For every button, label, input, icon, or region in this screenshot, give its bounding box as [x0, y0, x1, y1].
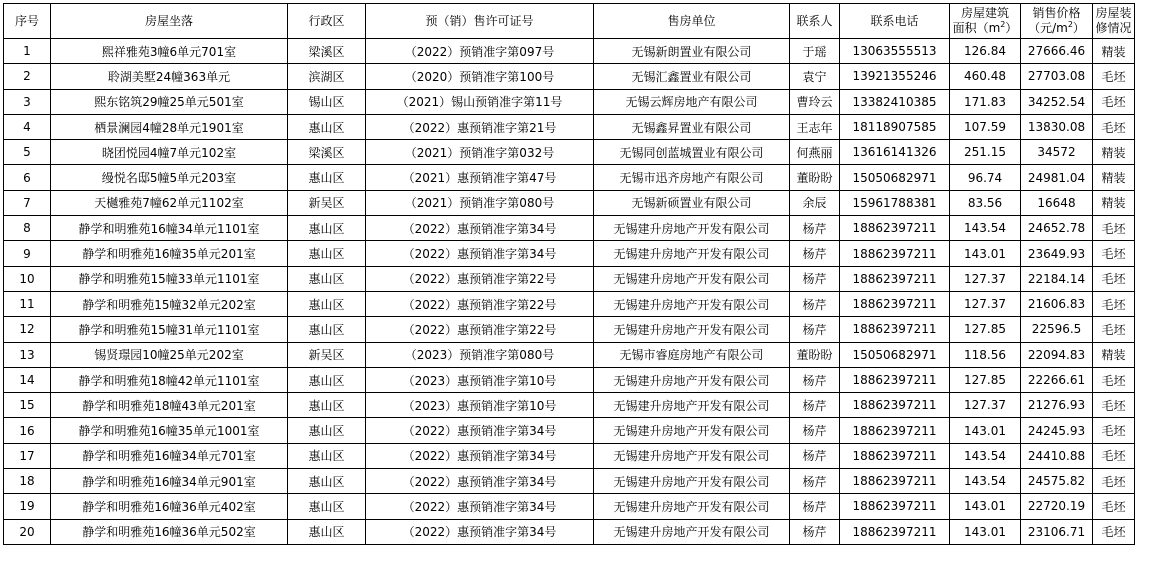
cell-seller: 无锡市迅齐房地产有限公司: [594, 165, 790, 190]
header-contact: 联系人: [790, 4, 840, 39]
header-price-sup: 2: [1067, 20, 1073, 29]
cell-district: 新吴区: [288, 190, 366, 215]
cell-seller: 无锡建升房地产开发有限公司: [594, 469, 790, 494]
cell-price: 34252.54: [1021, 89, 1093, 114]
header-price-line1: 销售价格: [1032, 6, 1081, 20]
cell-address: 熙东铭筑29幢25单元501室: [51, 89, 288, 114]
cell-decoration: 毛坯: [1093, 367, 1135, 392]
cell-permit: （2022）惠预销准字第22号: [366, 291, 594, 316]
cell-seller: 无锡建升房地产开发有限公司: [594, 367, 790, 392]
header-seller: 售房单位: [594, 4, 790, 39]
cell-no: 15: [4, 393, 51, 418]
header-phone: 联系电话: [840, 4, 950, 39]
table-row: [4, 216, 1135, 241]
cell-contact: 杨芹: [790, 494, 840, 519]
cell-seller: 无锡建升房地产开发有限公司: [594, 291, 790, 316]
cell-seller: 无锡建升房地产开发有限公司: [594, 241, 790, 266]
cell-phone: 18862397211: [840, 291, 950, 316]
cell-no: 8: [4, 216, 51, 241]
cell-no: 13: [4, 342, 51, 367]
cell-decoration: 精装: [1093, 165, 1135, 190]
cell-area: 143.01: [950, 418, 1021, 443]
cell-seller: 无锡同创蓝城置业有限公司: [594, 140, 790, 165]
cell-seller: 无锡建升房地产开发有限公司: [594, 266, 790, 291]
cell-district: 惠山区: [288, 241, 366, 266]
table-row: [4, 114, 1135, 139]
cell-phone: 18862397211: [840, 494, 950, 519]
cell-seller: 无锡市睿庭房地产有限公司: [594, 342, 790, 367]
cell-decoration: 毛坯: [1093, 469, 1135, 494]
cell-no: 20: [4, 519, 51, 544]
cell-phone: 13921355246: [840, 64, 950, 89]
cell-district: 惠山区: [288, 216, 366, 241]
cell-seller: 无锡新朗置业有限公司: [594, 39, 790, 64]
cell-permit: （2022）惠预销准字第34号: [366, 443, 594, 468]
header-area-line2: 面积（m: [952, 21, 1001, 35]
header-price-close: ）: [1072, 21, 1085, 35]
cell-district: 惠山区: [288, 291, 366, 316]
cell-permit: （2022）惠预销准字第34号: [366, 241, 594, 266]
cell-phone: 18862397211: [840, 393, 950, 418]
cell-phone: 13616141326: [840, 140, 950, 165]
cell-contact: 董盼盼: [790, 342, 840, 367]
cell-phone: 18862397211: [840, 317, 950, 342]
cell-seller: 无锡新硕置业有限公司: [594, 190, 790, 215]
cell-decoration: 毛坯: [1093, 317, 1135, 342]
cell-seller: 无锡建升房地产开发有限公司: [594, 443, 790, 468]
cell-contact: 杨芹: [790, 469, 840, 494]
cell-seller: 无锡建升房地产开发有限公司: [594, 317, 790, 342]
cell-no: 2: [4, 64, 51, 89]
cell-no: 18: [4, 469, 51, 494]
cell-price: 13830.08: [1021, 114, 1093, 139]
cell-seller: 无锡建升房地产开发有限公司: [594, 216, 790, 241]
cell-no: 11: [4, 291, 51, 316]
cell-address: 静学和明雅苑15幢31单元1101室: [51, 317, 288, 342]
cell-contact: 董盼盼: [790, 165, 840, 190]
cell-phone: 13382410385: [840, 89, 950, 114]
cell-decoration: 毛坯: [1093, 114, 1135, 139]
cell-area: 107.59: [950, 114, 1021, 139]
cell-decoration: 毛坯: [1093, 266, 1135, 291]
cell-price: 27666.46: [1021, 39, 1093, 64]
table-row: [4, 519, 1135, 544]
cell-area: 143.01: [950, 241, 1021, 266]
cell-phone: 18862397211: [840, 216, 950, 241]
cell-price: 27703.08: [1021, 64, 1093, 89]
cell-decoration: 毛坯: [1093, 291, 1135, 316]
cell-address: 静学和明雅苑15幢33单元1101室: [51, 266, 288, 291]
table-row: [4, 342, 1135, 367]
table-row: [4, 190, 1135, 215]
cell-decoration: 精装: [1093, 190, 1135, 215]
cell-district: 惠山区: [288, 114, 366, 139]
cell-permit: （2022）惠预销准字第34号: [366, 469, 594, 494]
cell-seller: 无锡云辉房地产有限公司: [594, 89, 790, 114]
cell-price: 24652.78: [1021, 216, 1093, 241]
cell-price: 24245.93: [1021, 418, 1093, 443]
cell-area: 127.37: [950, 393, 1021, 418]
table-row: [4, 241, 1135, 266]
cell-seller: 无锡建升房地产开发有限公司: [594, 494, 790, 519]
cell-seller: 无锡鑫昇置业有限公司: [594, 114, 790, 139]
cell-address: 栖景澜园4幢28单元1901室: [51, 114, 288, 139]
cell-district: 惠山区: [288, 443, 366, 468]
cell-contact: 王志年: [790, 114, 840, 139]
cell-address: 静学和明雅苑16幢35单元1001室: [51, 418, 288, 443]
cell-district: 惠山区: [288, 469, 366, 494]
cell-district: 梁溪区: [288, 140, 366, 165]
cell-area: 171.83: [950, 89, 1021, 114]
table-row: [4, 266, 1135, 291]
cell-district: 惠山区: [288, 317, 366, 342]
cell-price: 22184.14: [1021, 266, 1093, 291]
cell-contact: 袁宁: [790, 64, 840, 89]
cell-price: 34572: [1021, 140, 1093, 165]
header-permit: 预（销）售许可证号: [366, 4, 594, 39]
cell-permit: （2022）预销准字第097号: [366, 39, 594, 64]
cell-address: 静学和明雅苑16幢36单元402室: [51, 494, 288, 519]
table-row: [4, 39, 1135, 64]
table-row: [4, 469, 1135, 494]
cell-decoration: 毛坯: [1093, 89, 1135, 114]
cell-district: 梁溪区: [288, 39, 366, 64]
cell-permit: （2022）惠预销准字第22号: [366, 266, 594, 291]
cell-district: 惠山区: [288, 418, 366, 443]
cell-permit: （2021）预销准字第032号: [366, 140, 594, 165]
cell-price: 21276.93: [1021, 393, 1093, 418]
cell-area: 83.56: [950, 190, 1021, 215]
cell-no: 10: [4, 266, 51, 291]
cell-area: 251.15: [950, 140, 1021, 165]
cell-no: 9: [4, 241, 51, 266]
cell-address: 静学和明雅苑16幢34单元1101室: [51, 216, 288, 241]
cell-decoration: 毛坯: [1093, 64, 1135, 89]
cell-address: 缦悦名邸5幢5单元203室: [51, 165, 288, 190]
cell-permit: （2022）惠预销准字第21号: [366, 114, 594, 139]
header-area-line1: 房屋建筑: [960, 6, 1009, 20]
cell-contact: 杨芹: [790, 393, 840, 418]
cell-no: 6: [4, 165, 51, 190]
table-row: [4, 140, 1135, 165]
cell-no: 16: [4, 418, 51, 443]
cell-district: 惠山区: [288, 519, 366, 544]
cell-decoration: 毛坯: [1093, 443, 1135, 468]
cell-contact: 杨芹: [790, 266, 840, 291]
cell-permit: （2022）惠预销准字第22号: [366, 317, 594, 342]
cell-phone: 15050682971: [840, 342, 950, 367]
header-area: [950, 4, 1021, 39]
cell-seller: 无锡建升房地产开发有限公司: [594, 393, 790, 418]
cell-seller: 无锡汇鑫置业有限公司: [594, 64, 790, 89]
cell-no: 19: [4, 494, 51, 519]
cell-address: 静学和明雅苑18幢43单元201室: [51, 393, 288, 418]
cell-permit: （2023）预销准字第080号: [366, 342, 594, 367]
cell-district: 惠山区: [288, 266, 366, 291]
cell-area: 143.01: [950, 494, 1021, 519]
cell-phone: 18862397211: [840, 367, 950, 392]
table-row: [4, 89, 1135, 114]
cell-area: 143.54: [950, 443, 1021, 468]
cell-permit: （2021）预销准字第080号: [366, 190, 594, 215]
cell-contact: 杨芹: [790, 443, 840, 468]
cell-address: 熙祥雅苑3幢6单元701室: [51, 39, 288, 64]
cell-area: 126.84: [950, 39, 1021, 64]
cell-contact: 杨芹: [790, 367, 840, 392]
cell-contact: 杨芹: [790, 519, 840, 544]
table-row: [4, 165, 1135, 190]
cell-price: 24981.04: [1021, 165, 1093, 190]
cell-decoration: 精装: [1093, 39, 1135, 64]
cell-price: 22266.61: [1021, 367, 1093, 392]
cell-contact: 于瑶: [790, 39, 840, 64]
cell-area: 143.01: [950, 519, 1021, 544]
cell-contact: 杨芹: [790, 241, 840, 266]
cell-address: 静学和明雅苑15幢32单元202室: [51, 291, 288, 316]
cell-area: 127.37: [950, 266, 1021, 291]
header-decoration: [1093, 4, 1135, 39]
cell-address: 聆湖美墅24幢363单元: [51, 64, 288, 89]
cell-permit: （2022）惠预销准字第34号: [366, 494, 594, 519]
cell-phone: 18862397211: [840, 418, 950, 443]
header-area-close: ）: [1005, 21, 1018, 35]
cell-price: 24410.88: [1021, 443, 1093, 468]
cell-address: 天樾雅苑7幢62单元1102室: [51, 190, 288, 215]
cell-district: 惠山区: [288, 367, 366, 392]
header-no: 序号: [4, 4, 51, 39]
cell-phone: 18862397211: [840, 469, 950, 494]
table-row: [4, 443, 1135, 468]
cell-contact: 杨芹: [790, 291, 840, 316]
cell-no: 3: [4, 89, 51, 114]
header-decoration-line1: 房屋装: [1095, 6, 1132, 20]
cell-permit: （2023）惠预销准字第10号: [366, 367, 594, 392]
cell-no: 4: [4, 114, 51, 139]
cell-permit: （2022）惠预销准字第34号: [366, 216, 594, 241]
cell-no: 17: [4, 443, 51, 468]
cell-address: 锡贤璟园10幢25单元202室: [51, 342, 288, 367]
cell-no: 1: [4, 39, 51, 64]
table-row: [4, 64, 1135, 89]
cell-phone: 18862397211: [840, 266, 950, 291]
table-row: [4, 494, 1135, 519]
cell-district: 惠山区: [288, 393, 366, 418]
header-district: 行政区: [288, 4, 366, 39]
cell-permit: （2021）锡山预销准字第11号: [366, 89, 594, 114]
cell-district: 惠山区: [288, 165, 366, 190]
cell-contact: 曹玲云: [790, 89, 840, 114]
cell-permit: （2021）惠预销准字第47号: [366, 165, 594, 190]
cell-phone: 18118907585: [840, 114, 950, 139]
header-price: [1021, 4, 1093, 39]
cell-permit: （2022）惠预销准字第34号: [366, 519, 594, 544]
cell-address: 静学和明雅苑16幢35单元201室: [51, 241, 288, 266]
cell-decoration: 毛坯: [1093, 241, 1135, 266]
cell-no: 5: [4, 140, 51, 165]
cell-area: 127.85: [950, 367, 1021, 392]
cell-contact: 余辰: [790, 190, 840, 215]
table-row: [4, 418, 1135, 443]
cell-contact: 杨芹: [790, 418, 840, 443]
cell-permit: （2020）预销准字第100号: [366, 64, 594, 89]
table-row: [4, 393, 1135, 418]
cell-phone: 15961788381: [840, 190, 950, 215]
cell-area: 127.37: [950, 291, 1021, 316]
cell-contact: 杨芹: [790, 216, 840, 241]
cell-price: 24575.82: [1021, 469, 1093, 494]
cell-price: 21606.83: [1021, 291, 1093, 316]
cell-no: 14: [4, 367, 51, 392]
cell-area: 96.74: [950, 165, 1021, 190]
table-body: [4, 39, 1135, 545]
cell-price: 22720.19: [1021, 494, 1093, 519]
cell-price: 22596.5: [1021, 317, 1093, 342]
cell-seller: 无锡建升房地产开发有限公司: [594, 519, 790, 544]
cell-decoration: 精装: [1093, 140, 1135, 165]
cell-price: 23106.71: [1021, 519, 1093, 544]
cell-address: 静学和明雅苑18幢42单元1101室: [51, 367, 288, 392]
cell-decoration: 毛坯: [1093, 418, 1135, 443]
cell-district: 新吴区: [288, 342, 366, 367]
cell-contact: 杨芹: [790, 317, 840, 342]
cell-area: 460.48: [950, 64, 1021, 89]
housing-sales-table: [3, 3, 1135, 545]
table-header-row: [4, 4, 1135, 39]
header-address: 房屋坐落: [51, 4, 288, 39]
cell-seller: 无锡建升房地产开发有限公司: [594, 418, 790, 443]
header-price-line2: （元/m: [1028, 21, 1068, 35]
cell-decoration: 毛坯: [1093, 216, 1135, 241]
cell-phone: 13063555513: [840, 39, 950, 64]
cell-price: 23649.93: [1021, 241, 1093, 266]
cell-district: 惠山区: [288, 494, 366, 519]
cell-permit: （2023）惠预销准字第10号: [366, 393, 594, 418]
cell-phone: 15050682971: [840, 165, 950, 190]
table-row: [4, 291, 1135, 316]
cell-decoration: 精装: [1093, 342, 1135, 367]
table-row: [4, 367, 1135, 392]
header-area-sup: 2: [1000, 20, 1006, 29]
cell-price: 22094.83: [1021, 342, 1093, 367]
housing-table-container: [3, 3, 1135, 545]
cell-district: 锡山区: [288, 89, 366, 114]
cell-address: 静学和明雅苑16幢36单元502室: [51, 519, 288, 544]
table-row: [4, 317, 1135, 342]
cell-phone: 18862397211: [840, 241, 950, 266]
cell-contact: 何燕丽: [790, 140, 840, 165]
cell-decoration: 毛坯: [1093, 519, 1135, 544]
cell-phone: 18862397211: [840, 443, 950, 468]
cell-area: 143.54: [950, 216, 1021, 241]
header-decoration-line2: 修情况: [1095, 21, 1132, 35]
cell-permit: （2022）惠预销准字第34号: [366, 418, 594, 443]
cell-decoration: 毛坯: [1093, 393, 1135, 418]
cell-no: 12: [4, 317, 51, 342]
cell-address: 静学和明雅苑16幢34单元901室: [51, 469, 288, 494]
cell-district: 滨湖区: [288, 64, 366, 89]
cell-no: 7: [4, 190, 51, 215]
cell-price: 16648: [1021, 190, 1093, 215]
cell-phone: 18862397211: [840, 519, 950, 544]
cell-decoration: 毛坯: [1093, 494, 1135, 519]
cell-area: 118.56: [950, 342, 1021, 367]
cell-area: 143.54: [950, 469, 1021, 494]
cell-address: 晓团悦园4幢7单元102室: [51, 140, 288, 165]
cell-area: 127.85: [950, 317, 1021, 342]
cell-address: 静学和明雅苑16幢34单元701室: [51, 443, 288, 468]
